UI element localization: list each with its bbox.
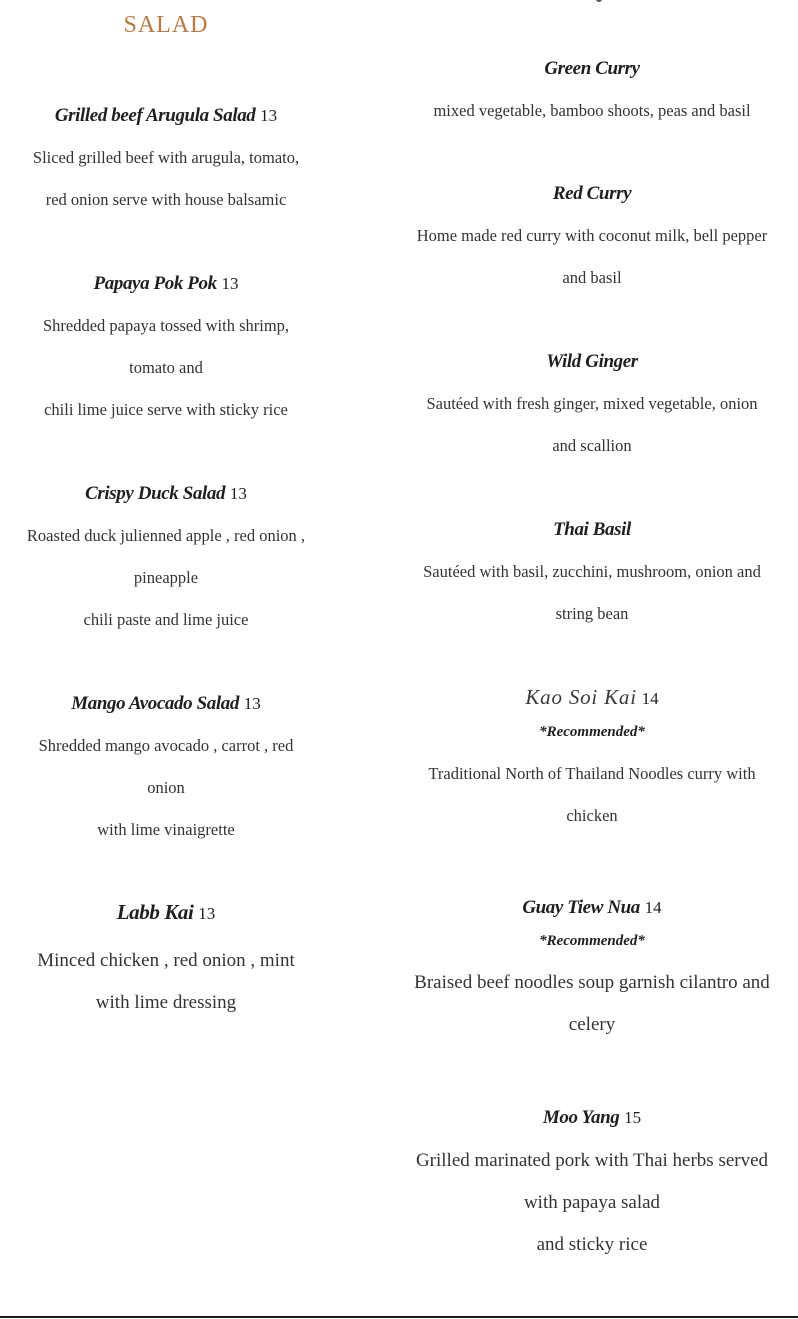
dish-description-line: with lime dressing	[95, 992, 237, 1013]
dish-name: Moo Yang	[542, 1107, 620, 1128]
dish-price: 13	[198, 904, 216, 923]
dish-description-line: Roasted duck julienned apple , red onion ,	[26, 526, 306, 545]
dish-name: Papaya Pok Pok	[93, 273, 217, 294]
curry-noodle-column	[400, 0, 784, 1319]
dish-description-line: Shredded mango avocado , carrot , red	[38, 736, 294, 755]
dish-description-line: Minced chicken , red onion , mint	[37, 950, 295, 971]
dish-description-line: chicken	[566, 806, 618, 825]
menu-item-papaya-pok-pok	[0, 272, 332, 431]
salad-column	[0, 0, 332, 1319]
dish-name-row	[400, 1106, 784, 1130]
dish-description-line: Braised beef noodles soup garnish cilantro and	[414, 972, 770, 993]
dish-price: 13	[260, 106, 278, 125]
menu-item-mango-avocado-salad	[0, 692, 332, 851]
menu-item-crispy-duck-salad	[0, 482, 332, 641]
dish-description-line: with papaya salad	[523, 1192, 661, 1213]
dish-name-row	[400, 518, 784, 542]
dish-name: Mango Avocado Salad	[71, 693, 239, 714]
dish-name-row	[400, 685, 784, 711]
dish-name-row	[0, 272, 332, 296]
dish-price: 13	[243, 694, 261, 713]
dish-description-line: string bean	[555, 604, 629, 623]
dish-name-row	[400, 896, 784, 920]
dish-description-line: mixed vegetable, bamboo shoots, peas and basil	[433, 101, 751, 120]
menu-item-moo-yang	[400, 1106, 784, 1266]
recommended-badge: *Recommended*	[539, 933, 645, 949]
dish-description-line: Home made red curry with coconut milk, bell pepper	[416, 226, 768, 245]
dish-name: Wild Ginger	[546, 351, 638, 372]
dish-price: 15	[624, 1108, 642, 1127]
dish-name-row	[400, 57, 784, 81]
menu-item-wild-ginger	[400, 350, 784, 467]
dish-price: 14	[641, 689, 659, 708]
dish-description-line: Sliced grilled beef with arugula, tomato,	[32, 148, 300, 167]
dish-name: Red Curry	[552, 183, 632, 204]
dish-description-line: Traditional North of Thailand Noodles curry with	[428, 764, 756, 783]
page-bottom-divider	[0, 1316, 798, 1318]
dish-description-line: tomato and	[129, 358, 203, 377]
dish-name: Kao Soi Kai	[525, 685, 637, 709]
dish-name: Crispy Duck Salad	[85, 483, 226, 504]
recommended-badge: *Recommended*	[539, 724, 645, 740]
section-title-salad: SALAD	[123, 12, 209, 38]
dish-description-line: and basil	[562, 268, 622, 287]
dish-description-line: chili paste and lime juice	[83, 610, 249, 629]
dish-name-row	[0, 104, 332, 128]
dish-name-row	[0, 482, 332, 506]
dish-description-line: Sautéed with fresh ginger, mixed vegetable, onion	[426, 394, 758, 413]
dish-name: Green Curry	[544, 58, 640, 79]
menu-item-guay-tiew-nua	[400, 896, 784, 1046]
dish-description-line: red onion serve with house balsamic	[45, 190, 287, 209]
menu-item-red-curry	[400, 182, 784, 299]
dish-description-line: Shredded papaya tossed with shrimp,	[42, 316, 290, 335]
menu-item-kao-soi-kai	[400, 685, 784, 837]
dish-name-row	[400, 350, 784, 374]
dish-name-row	[0, 692, 332, 716]
menu-item-thai-basil	[400, 518, 784, 635]
dish-price: 13	[221, 274, 239, 293]
dish-price: 14	[644, 898, 662, 917]
dish-name: Grilled beef Arugula Salad	[54, 105, 256, 126]
dish-description-line: and scallion	[552, 436, 632, 455]
dish-description-line: and sticky rice	[536, 1234, 648, 1255]
dish-description-line: celery	[568, 1014, 616, 1035]
dish-description-line: pineapple	[133, 568, 199, 587]
menu-item-grilled-beef-arugula-salad	[0, 104, 332, 221]
dish-name: Guay Tiew Nua	[522, 897, 640, 918]
dish-name-row	[400, 182, 784, 206]
dish-description-line: onion	[147, 778, 185, 797]
dish-description-line: Grilled marinated pork with Thai herbs served	[415, 1150, 769, 1171]
dish-name: Thai Basil	[553, 519, 631, 540]
dish-description-line: chili lime juice serve with sticky rice	[44, 400, 288, 419]
dish-name-row	[0, 900, 332, 926]
menu-item-labb-kai	[0, 900, 332, 1024]
dish-name: Labb Kai	[116, 900, 194, 924]
dish-description-line: Sautéed with basil, zucchini, mushroom, onion and	[423, 562, 761, 581]
dish-description-line: with lime vinaigrette	[97, 820, 235, 839]
dish-price: 13	[229, 484, 247, 503]
menu-item-green-curry	[400, 57, 784, 132]
